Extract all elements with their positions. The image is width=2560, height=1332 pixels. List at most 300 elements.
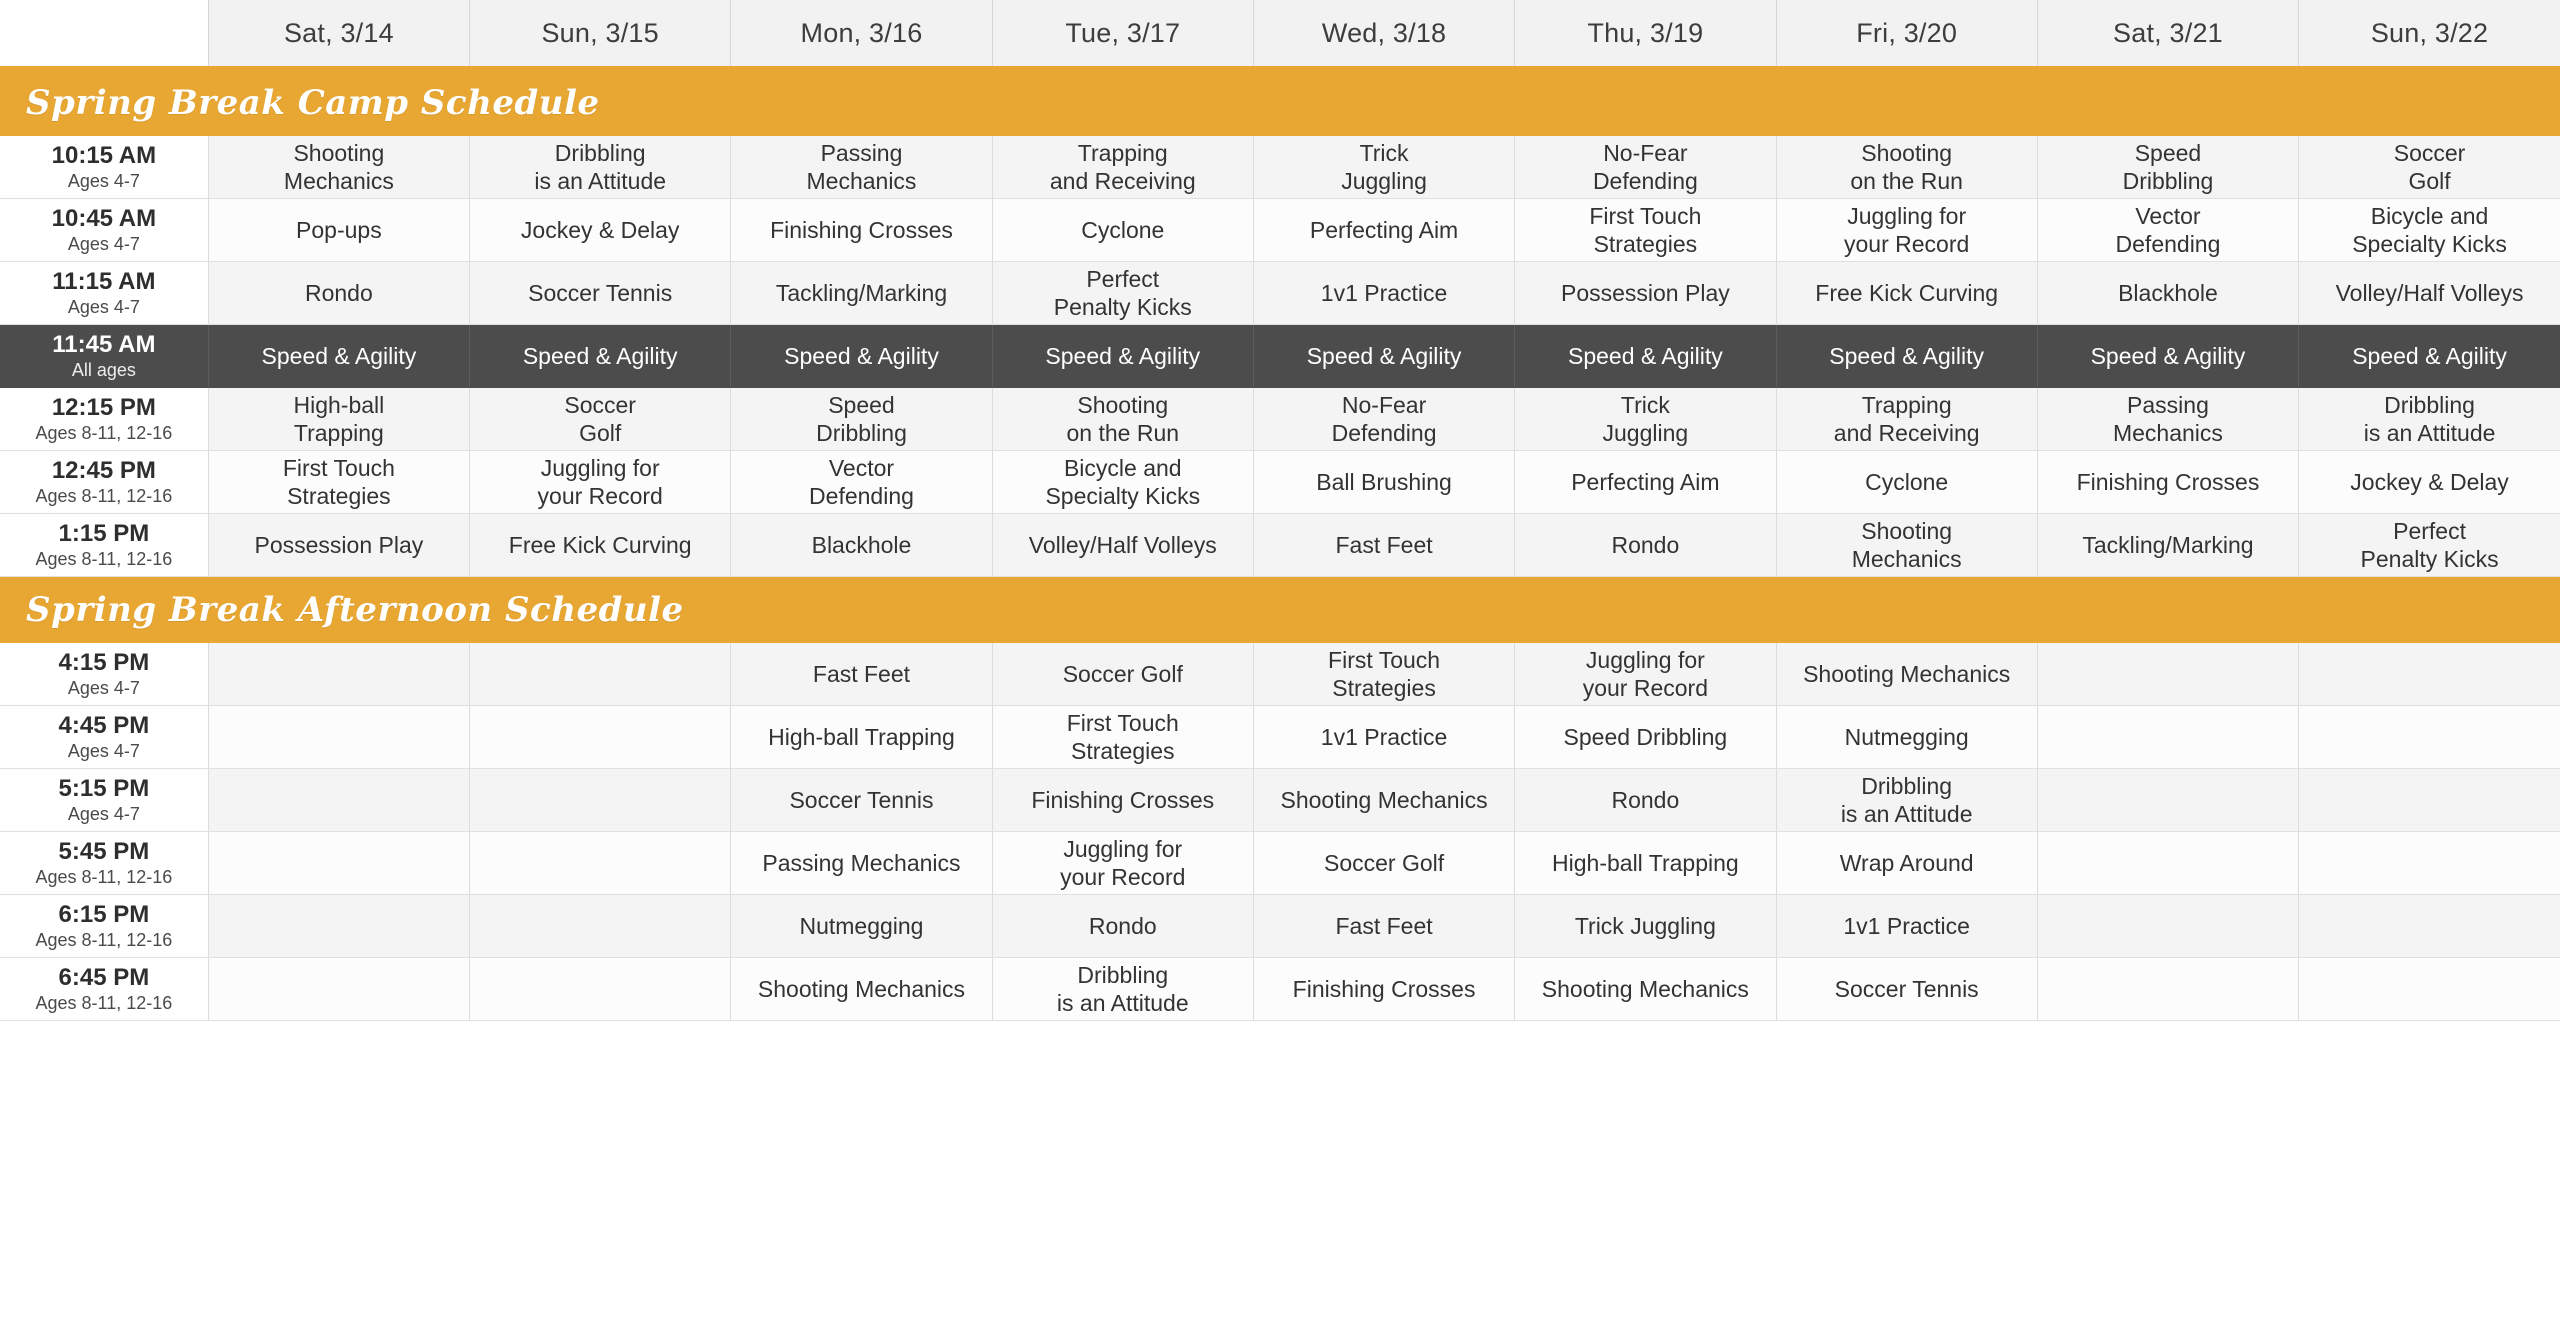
activity-line: Soccer (2393, 139, 2466, 166)
empty-activity-cell (2299, 832, 2560, 895)
activity-cell (1253, 895, 1514, 958)
header-row (0, 0, 2560, 68)
activity-line: Shooting Mechanics (1803, 660, 2011, 687)
header-day-8: Sun, 3/22 (2299, 0, 2560, 68)
activity-cell (731, 706, 992, 769)
activity-line: is an Attitude (534, 168, 667, 194)
time-slot-cell (0, 958, 208, 1021)
activity-cell (2037, 514, 2298, 577)
activity-line: Speed & Agility (261, 342, 417, 369)
activity-cell (2299, 262, 2560, 325)
activity-cell (731, 325, 992, 388)
empty-activity-cell (208, 643, 469, 706)
activity-cell (470, 262, 731, 325)
activity-cell (1515, 514, 1776, 577)
activity-cell (1776, 769, 2037, 832)
activity-cell (1515, 262, 1776, 325)
activity-line: Speed & Agility (1568, 342, 1723, 369)
activity-line: Passing (2127, 391, 2209, 418)
empty-activity-cell (470, 643, 731, 706)
activity-line: Shooting (1861, 517, 1953, 544)
activity-line: Bicycle and (1063, 454, 1182, 481)
schedule-row (0, 514, 2560, 577)
activity-line: Juggling for (1585, 646, 1705, 673)
time-slot-cell (0, 451, 208, 514)
activity-line: First Touch (282, 454, 395, 481)
activity-cell (470, 388, 731, 451)
activity-line: Speed & Agility (522, 342, 678, 369)
activity-line: Mechanics (283, 168, 394, 194)
activity-cell (992, 706, 1253, 769)
time-label: 1:15 PM (58, 519, 150, 547)
activity-line: Specialty Kicks (1045, 483, 1201, 509)
activity-line: your Record (1582, 675, 1708, 701)
activity-line: Fast Feet (1335, 531, 1433, 558)
activity-line: Dribbling (816, 420, 907, 446)
activity-cell (1515, 451, 1776, 514)
activity-line: Mechanics (806, 168, 917, 194)
activity-cell (731, 451, 992, 514)
activity-cell (992, 262, 1253, 325)
section-banner-title: Spring Break Camp Schedule (26, 83, 600, 123)
activity-line: Vector (2135, 202, 2201, 229)
activity-line: Soccer Tennis (789, 786, 934, 813)
activity-cell (1515, 706, 1776, 769)
activity-line: Possession Play (254, 531, 424, 558)
activity-cell (731, 958, 992, 1021)
time-slot-cell (0, 325, 208, 388)
activity-cell (1253, 262, 1514, 325)
activity-line: Perfecting Aim (1571, 468, 1720, 495)
activity-line: First Touch (1328, 646, 1441, 673)
time-label: 12:15 PM (51, 393, 156, 421)
schedule-row (0, 958, 2560, 1021)
activity-line: No-Fear (1603, 139, 1688, 166)
activity-cell (1253, 514, 1514, 577)
header-day-1: Sun, 3/15 (470, 0, 731, 68)
activity-line: Tackling/Marking (775, 279, 948, 306)
activity-cell (470, 325, 731, 388)
empty-activity-cell (208, 769, 469, 832)
activity-line: Golf (2408, 168, 2451, 194)
activity-line: Nutmegging (1844, 723, 1969, 750)
time-label: 5:15 PM (58, 774, 150, 802)
activity-line: Defending (1592, 168, 1698, 194)
activity-cell (992, 136, 1253, 199)
activity-cell (2299, 388, 2560, 451)
age-group-label: Ages 8-11, 12-16 (35, 548, 173, 569)
activity-line: Juggling (1602, 420, 1689, 446)
activity-cell (992, 958, 1253, 1021)
activity-cell (992, 832, 1253, 895)
activity-cell (1253, 706, 1514, 769)
activity-line: Dribbling (1077, 961, 1169, 988)
activity-line: Shooting (293, 139, 385, 166)
activity-cell (1253, 325, 1514, 388)
activity-cell (731, 643, 992, 706)
header-day-5: Thu, 3/19 (1515, 0, 1776, 68)
activity-cell (470, 514, 731, 577)
activity-line: Shooting Mechanics (1541, 975, 1749, 1002)
time-slot-cell (0, 388, 208, 451)
activity-line: No-Fear (1341, 391, 1427, 418)
activity-cell (470, 451, 731, 514)
activity-line: Defending (2115, 231, 2221, 257)
activity-line: Blackhole (811, 531, 912, 558)
empty-activity-cell (2299, 958, 2560, 1021)
header-day-7: Sat, 3/21 (2037, 0, 2298, 68)
activity-line: Finishing Crosses (1292, 975, 1476, 1002)
activity-cell (992, 514, 1253, 577)
activity-line: Nutmegging (799, 912, 924, 939)
section-banner-row (0, 577, 2560, 644)
activity-line: Perfecting Aim (1309, 216, 1459, 243)
time-label: 10:45 AM (51, 204, 157, 232)
activity-line: Trapping (1077, 139, 1168, 166)
age-group-label: Ages 8-11, 12-16 (35, 992, 173, 1013)
activity-line: Speed & Agility (784, 342, 939, 369)
age-group-label: Ages 8-11, 12-16 (35, 866, 173, 887)
activity-cell (992, 643, 1253, 706)
time-label: 12:45 PM (51, 456, 156, 484)
activity-line: Penalty Kicks (2360, 546, 2499, 572)
activity-cell (1253, 199, 1514, 262)
header-day-4: Wed, 3/18 (1253, 0, 1514, 68)
time-slot-cell (0, 706, 208, 769)
activity-cell (2299, 514, 2560, 577)
activity-cell (1253, 643, 1514, 706)
activity-line: Perfect (2393, 517, 2466, 544)
activity-cell (2037, 199, 2298, 262)
activity-line: Finishing Crosses (2076, 468, 2260, 495)
empty-activity-cell (2037, 895, 2298, 958)
activity-cell (1515, 895, 1776, 958)
activity-line: Soccer Golf (1323, 849, 1445, 876)
activity-line: Golf (579, 420, 622, 446)
empty-activity-cell (208, 895, 469, 958)
activity-line: Shooting (1077, 391, 1169, 418)
activity-line: Defending (1331, 420, 1437, 446)
activity-line: Ball Brushing (1316, 468, 1452, 495)
activity-line: High-ball Trapping (768, 723, 955, 750)
empty-activity-cell (2037, 643, 2298, 706)
activity-line: Speed & Agility (2090, 342, 2246, 369)
age-group-label: Ages 4-7 (67, 233, 140, 254)
age-group-label: Ages 8-11, 12-16 (35, 485, 173, 506)
age-group-label: Ages 4-7 (67, 740, 140, 761)
activity-cell (208, 262, 469, 325)
activity-line: High-ball (293, 391, 385, 418)
header-day-3: Tue, 3/17 (992, 0, 1253, 68)
schedule-row (0, 199, 2560, 262)
empty-activity-cell (470, 895, 731, 958)
activity-cell (1776, 832, 2037, 895)
activity-cell (208, 451, 469, 514)
empty-activity-cell (208, 706, 469, 769)
activity-cell (208, 136, 469, 199)
section-banner (0, 68, 2560, 136)
activity-line: Cyclone (1081, 216, 1165, 243)
activity-cell (1253, 136, 1514, 199)
activity-line: Speed Dribbling (1563, 723, 1728, 750)
activity-line: Mechanics (1851, 546, 1962, 572)
activity-line: Defending (809, 483, 914, 509)
empty-activity-cell (470, 832, 731, 895)
age-group-label: Ages 4-7 (67, 803, 140, 824)
time-slot-cell (0, 832, 208, 895)
activity-cell (992, 451, 1253, 514)
activity-line: Wrap Around (1839, 849, 1974, 876)
schedule-row (0, 388, 2560, 451)
activity-cell (1776, 451, 2037, 514)
activity-line: Juggling for (1063, 835, 1183, 862)
schedule-row (0, 895, 2560, 958)
activity-cell (731, 262, 992, 325)
time-slot-cell (0, 136, 208, 199)
header-day-6: Fri, 3/20 (1776, 0, 2037, 68)
empty-activity-cell (2037, 832, 2298, 895)
activity-line: 1v1 Practice (1320, 723, 1448, 750)
activity-line: Rondo (1611, 531, 1680, 558)
time-label: 4:15 PM (58, 648, 150, 676)
schedule-row (0, 643, 2560, 706)
activity-line: Tackling/Marking (2082, 531, 2254, 558)
activity-line: your Record (1844, 231, 1970, 257)
schedule-row (0, 136, 2560, 199)
header-corner-blank (0, 0, 208, 68)
empty-activity-cell (2037, 706, 2298, 769)
activity-line: Juggling for (540, 454, 660, 481)
activity-line: Speed & Agility (2352, 342, 2507, 369)
activity-line: Strategies (1070, 738, 1175, 764)
activity-line: Trick Juggling (1574, 912, 1716, 939)
activity-line: Possession Play (1560, 279, 1730, 306)
activity-line: Penalty Kicks (1053, 294, 1192, 320)
empty-activity-cell (470, 769, 731, 832)
time-slot-cell (0, 643, 208, 706)
activity-line: Juggling (1341, 168, 1427, 194)
activity-line: Rondo (1611, 786, 1680, 813)
activity-cell (992, 199, 1253, 262)
activity-cell (208, 514, 469, 577)
activity-line: Bicycle and (2370, 202, 2489, 229)
activity-cell (1515, 199, 1776, 262)
activity-cell (731, 136, 992, 199)
activity-line: Finishing Crosses (1031, 786, 1215, 813)
empty-activity-cell (470, 958, 731, 1021)
activity-line: Rondo (1088, 912, 1157, 939)
activity-cell (1776, 325, 2037, 388)
activity-line: is an Attitude (1840, 801, 1973, 827)
activity-line: Soccer (564, 391, 636, 418)
schedule-row (0, 832, 2560, 895)
activity-cell (1253, 451, 1514, 514)
activity-cell (2037, 451, 2298, 514)
activity-cell (1515, 769, 1776, 832)
activity-line: Soccer Tennis (528, 279, 673, 306)
activity-line: Shooting Mechanics (1280, 786, 1488, 813)
activity-line: Mechanics (2112, 420, 2223, 446)
schedule-row (0, 325, 2560, 388)
activity-line: Dribbling (554, 139, 646, 166)
activity-line: Blackhole (2118, 279, 2218, 306)
activity-line: your Record (537, 483, 663, 509)
activity-line: Trapping (293, 420, 384, 446)
activity-line: Free Kick Curving (508, 531, 692, 558)
schedule-row (0, 706, 2560, 769)
activity-cell (470, 199, 731, 262)
age-group-label: All ages (71, 359, 136, 380)
activity-line: Trapping (1861, 391, 1952, 418)
empty-activity-cell (470, 706, 731, 769)
activity-line: Speed & Agility (1306, 342, 1462, 369)
time-label: 4:45 PM (58, 711, 150, 739)
age-group-label: Ages 4-7 (67, 170, 140, 191)
activity-cell (1776, 262, 2037, 325)
activity-cell (2299, 451, 2560, 514)
time-label: 6:45 PM (58, 963, 150, 991)
activity-line: Soccer Tennis (1834, 975, 1979, 1002)
activity-line: Shooting (1861, 139, 1953, 166)
activity-line: Cyclone (1865, 468, 1949, 495)
activity-cell (992, 769, 1253, 832)
time-label: 11:15 AM (52, 267, 156, 295)
activity-cell (1253, 388, 1514, 451)
empty-activity-cell (2299, 769, 2560, 832)
activity-cell (1253, 958, 1514, 1021)
activity-cell (470, 136, 731, 199)
activity-cell (1515, 643, 1776, 706)
activity-cell (731, 895, 992, 958)
header-day-0: Sat, 3/14 (208, 0, 469, 68)
activity-line: Speed & Agility (1045, 342, 1201, 369)
activity-line: Free Kick Curving (1815, 279, 1999, 306)
age-group-label: Ages 4-7 (67, 296, 140, 317)
empty-activity-cell (2037, 958, 2298, 1021)
activity-cell (1776, 136, 2037, 199)
activity-line: on the Run (1850, 168, 1963, 194)
schedule-row (0, 262, 2560, 325)
activity-line: Dribbling (2384, 391, 2475, 418)
empty-activity-cell (2299, 706, 2560, 769)
activity-cell (2299, 136, 2560, 199)
activity-line: Speed (828, 391, 895, 418)
activity-line: Shooting Mechanics (757, 975, 966, 1002)
activity-line: Trick (1359, 139, 1409, 166)
activity-line: your Record (1060, 864, 1186, 890)
activity-cell (731, 514, 992, 577)
empty-activity-cell (2299, 643, 2560, 706)
activity-line: on the Run (1066, 420, 1180, 446)
time-label: 6:15 PM (58, 900, 150, 928)
activity-cell (1776, 643, 2037, 706)
activity-cell (731, 199, 992, 262)
activity-line: Trick (1620, 391, 1670, 418)
age-group-label: Ages 8-11, 12-16 (35, 929, 173, 950)
activity-cell (1253, 832, 1514, 895)
activity-cell (992, 895, 1253, 958)
activity-cell (992, 388, 1253, 451)
activity-cell (2037, 388, 2298, 451)
activity-cell (1515, 136, 1776, 199)
activity-line: Speed & Agility (1829, 342, 1985, 369)
empty-activity-cell (208, 958, 469, 1021)
activity-line: is an Attitude (1056, 990, 1189, 1016)
activity-line: Specialty Kicks (2352, 231, 2507, 257)
activity-cell (208, 325, 469, 388)
section-banner (0, 577, 2560, 644)
activity-cell (731, 769, 992, 832)
age-group-label: Ages 8-11, 12-16 (35, 422, 173, 443)
activity-line: Fast Feet (812, 660, 911, 687)
activity-cell (1515, 388, 1776, 451)
time-slot-cell (0, 769, 208, 832)
activity-line: Pop-ups (296, 216, 382, 243)
activity-line: Jockey & Delay (2350, 468, 2509, 495)
empty-activity-cell (2037, 769, 2298, 832)
time-slot-cell (0, 895, 208, 958)
activity-cell (2037, 262, 2298, 325)
time-label: 10:15 AM (51, 141, 157, 169)
activity-line: Fast Feet (1335, 912, 1433, 939)
activity-line: Vector (828, 454, 895, 481)
time-label: 5:45 PM (58, 837, 150, 865)
activity-line: Passing Mechanics (762, 849, 961, 876)
activity-line: 1v1 Practice (1320, 279, 1448, 306)
schedule-row (0, 451, 2560, 514)
activity-cell (1776, 199, 2037, 262)
activity-line: Rondo (304, 279, 373, 306)
activity-cell (731, 832, 992, 895)
header-day-2: Mon, 3/16 (731, 0, 992, 68)
activity-cell (1776, 706, 2037, 769)
activity-line: Finishing Crosses (770, 216, 953, 243)
activity-cell (2037, 136, 2298, 199)
activity-cell (992, 325, 1253, 388)
activity-line: Juggling for (1847, 202, 1967, 229)
activity-cell (1253, 769, 1514, 832)
activity-cell (1776, 958, 2037, 1021)
activity-line: 1v1 Practice (1843, 912, 1970, 939)
activity-line: Passing (820, 139, 903, 166)
section-banner-row (0, 68, 2560, 136)
activity-cell (2037, 325, 2298, 388)
activity-line: Soccer Golf (1062, 660, 1183, 687)
activity-line: is an Attitude (2363, 420, 2496, 446)
activity-line: Dribbling (1861, 772, 1953, 799)
activity-line: Perfect (1086, 265, 1160, 292)
time-slot-cell (0, 514, 208, 577)
activity-cell (1776, 514, 2037, 577)
schedule-row (0, 769, 2560, 832)
activity-cell (208, 199, 469, 262)
activity-cell (1515, 958, 1776, 1021)
time-slot-cell (0, 199, 208, 262)
age-group-label: Ages 4-7 (67, 677, 140, 698)
activity-line: Volley/Half Volleys (1028, 531, 1217, 558)
empty-activity-cell (208, 832, 469, 895)
activity-line: First Touch (1589, 202, 1702, 229)
time-label: 11:45 AM (52, 330, 156, 358)
section-banner-title: Spring Break Afternoon Schedule (26, 590, 684, 630)
activity-line: Speed (2134, 139, 2202, 166)
activity-cell (1776, 388, 2037, 451)
activity-line: Volley/Half Volleys (2335, 279, 2524, 306)
activity-line: and Receiving (1049, 168, 1196, 194)
activity-line: Dribbling (2122, 168, 2214, 194)
activity-cell (1515, 832, 1776, 895)
activity-line: Jockey & Delay (520, 216, 680, 243)
